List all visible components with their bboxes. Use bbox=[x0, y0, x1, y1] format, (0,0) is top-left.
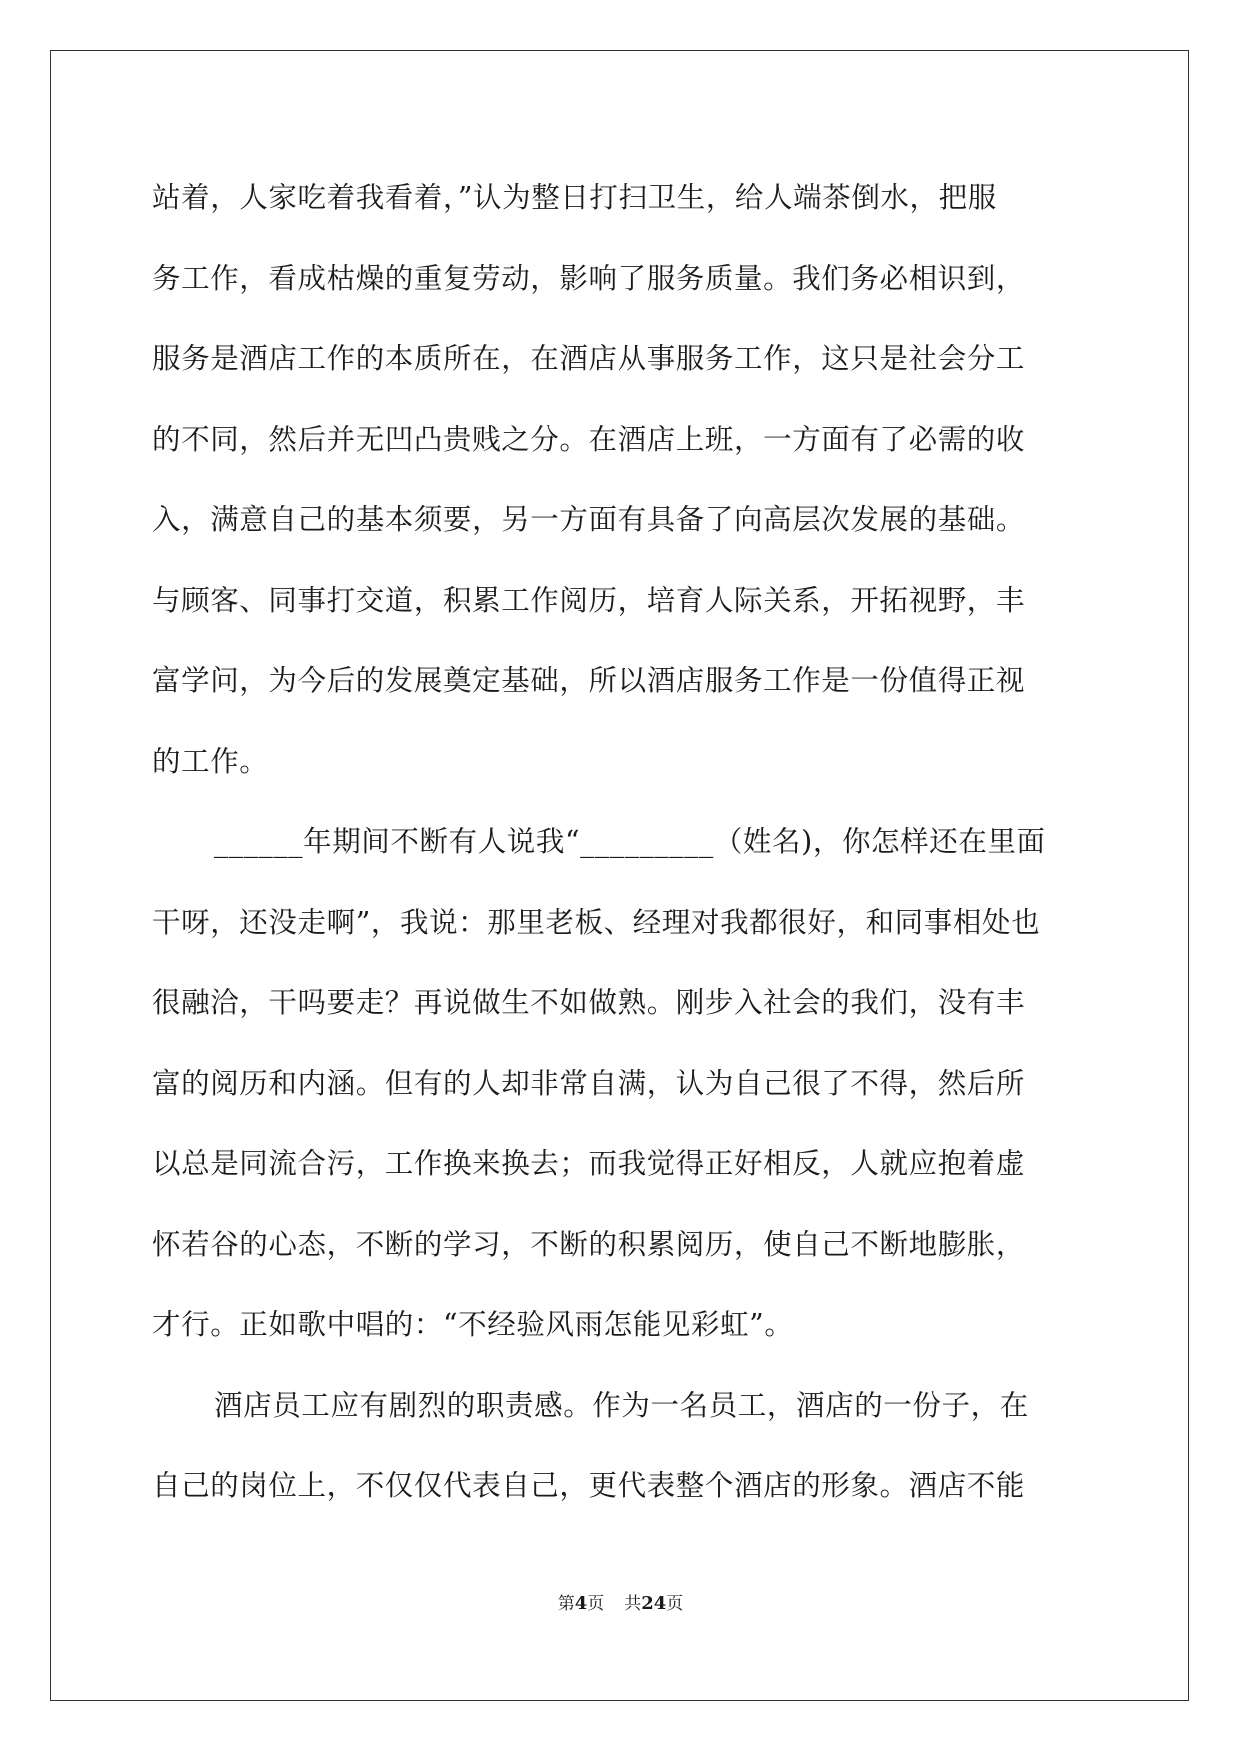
page-suffix: 页 bbox=[587, 1594, 605, 1614]
text-line: 富的阅历和内涵。但有的人却非常自满，认为自己很了不得，然后所 bbox=[152, 1066, 1026, 1100]
text-line: 以总是同流合污，工作换来换去；而我觉得正好相反，人就应抱着虚 bbox=[152, 1147, 1026, 1180]
text-line: 怀若谷的心态，不断的学习，不断的积累阅历，使自己不断地膨胀， bbox=[152, 1227, 1026, 1261]
page-footer bbox=[0, 1594, 1241, 1614]
document-body bbox=[152, 158, 1089, 1527]
text-line: 很融洽，干吗要走？再说做生不如做熟。刚步入社会的我们，没有丰 bbox=[152, 986, 1026, 1019]
text-line: 与顾客、同事打交道，积累工作阅历，培育人际关系，开拓视野，丰 bbox=[152, 583, 1026, 617]
text-line: 才行。正如歌中唱的：“不经验风雨怎能见彩虹”。 bbox=[152, 1308, 794, 1341]
text-line: 入，满意自己的基本须要，另一方面有具备了向高层次发展的基础。 bbox=[152, 503, 1026, 536]
text-line: 务工作，看成枯燥的重复劳动，影响了服务质量。我们务必相识到， bbox=[152, 261, 1026, 295]
text-line: 的工作。 bbox=[152, 744, 269, 778]
total-suffix: 页 bbox=[666, 1594, 684, 1614]
page-prefix: 第 bbox=[557, 1594, 575, 1614]
page-number: 4 bbox=[574, 1593, 588, 1614]
total-pages: 24 bbox=[641, 1593, 667, 1614]
paragraph-start-line: ______年期间不断有人说我“_________（姓名)，你怎样还在里面 bbox=[214, 825, 1046, 858]
total-prefix: 共 bbox=[624, 1594, 642, 1614]
text-line: 干呀，还没走啊”，我说：那里老板、经理对我都很好，和同事相处也 bbox=[152, 905, 1041, 939]
text-line: 自己的岗位上，不仅仅代表自己，更代表整个酒店的形象。酒店不能 bbox=[152, 1469, 1026, 1502]
paragraph-start-line: 酒店员工应有剧烈的职责感。作为一名员工，酒店的一份子，在 bbox=[214, 1388, 1029, 1422]
text-line: 富学问，为今后的发展奠定基础，所以酒店服务工作是一份值得正视 bbox=[152, 664, 1026, 697]
text-line: 服务是酒店工作的本质所在，在酒店从事服务工作，这只是社会分工 bbox=[152, 342, 1026, 375]
text-line: 的不同，然后并无凹凸贵贱之分。在酒店上班，一方面有了必需的收 bbox=[152, 422, 1026, 456]
text-line: 站着，人家吃着我看着，”认为整日打扫卫生，给人端茶倒水，把服 bbox=[152, 181, 997, 214]
